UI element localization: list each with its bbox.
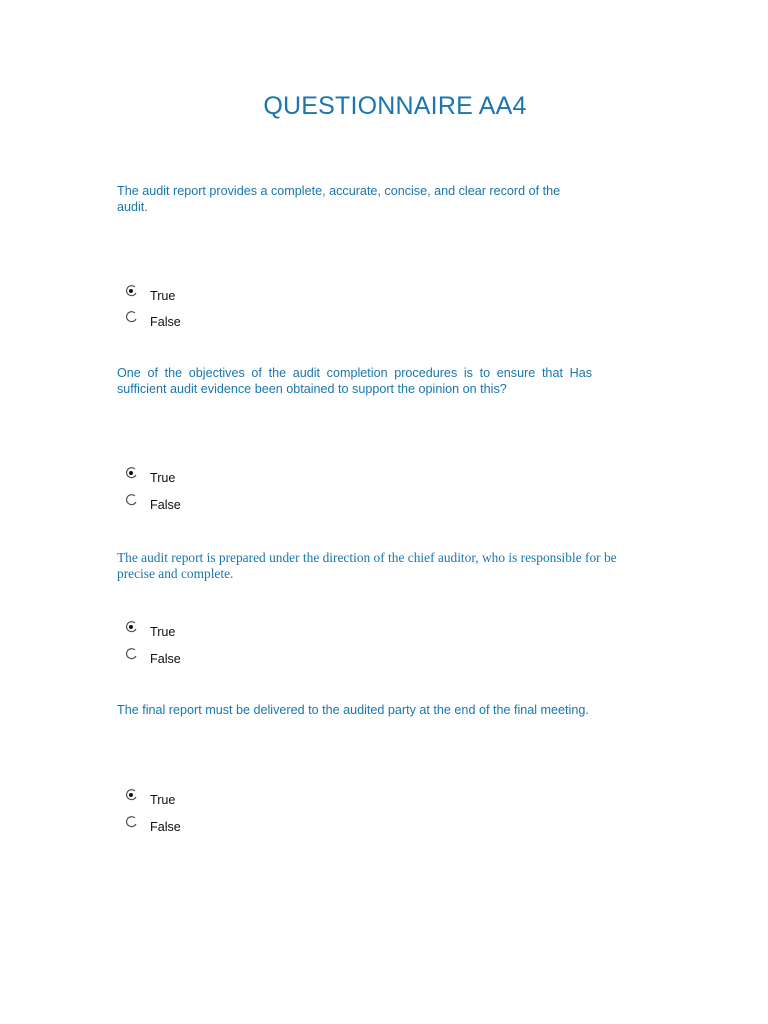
question-2-option-false[interactable]: [124, 493, 244, 513]
option-label: False: [150, 315, 181, 329]
question-4-text: The final report must be delivered to the audited party at the end of the final meeting.: [117, 703, 589, 717]
page-title: QUESTIONNAIRE AA4: [263, 92, 527, 120]
question-3-text: The audit report is prepared under the direction of the chief auditor, who is responsible for be precise and complete.: [117, 550, 617, 581]
question-2-option-true[interactable]: [124, 466, 244, 486]
option-label: True: [150, 793, 176, 807]
radio-selected-icon[interactable]: [124, 620, 138, 634]
option-label: True: [150, 625, 176, 639]
radio-unselected-icon[interactable]: [124, 815, 138, 829]
question-1-option-true[interactable]: [124, 284, 244, 304]
option-label: False: [150, 820, 181, 834]
question-3-option-false[interactable]: [124, 647, 244, 667]
radio-unselected-icon[interactable]: [124, 493, 138, 507]
question-4-option-true[interactable]: [124, 788, 244, 808]
question-3-option-true[interactable]: [124, 620, 244, 640]
radio-selected-icon[interactable]: [124, 466, 138, 480]
option-label: True: [150, 471, 176, 485]
radio-selected-icon[interactable]: [124, 284, 138, 298]
question-1-option-false[interactable]: [124, 310, 244, 330]
radio-unselected-icon[interactable]: [124, 310, 138, 324]
radio-unselected-icon[interactable]: [124, 647, 138, 661]
question-2-text: One of the objectives of the audit completion procedures is to ensure that Has sufficient audit evidence been obtained to support the opinion on this?: [117, 366, 592, 396]
option-label: False: [150, 652, 181, 666]
option-label: False: [150, 498, 181, 512]
option-label: True: [150, 289, 176, 303]
radio-selected-icon[interactable]: [124, 788, 138, 802]
question-4-option-false[interactable]: [124, 815, 244, 835]
question-1-text: The audit report provides a complete, accurate, concise, and clear record of the audit.: [117, 184, 561, 214]
